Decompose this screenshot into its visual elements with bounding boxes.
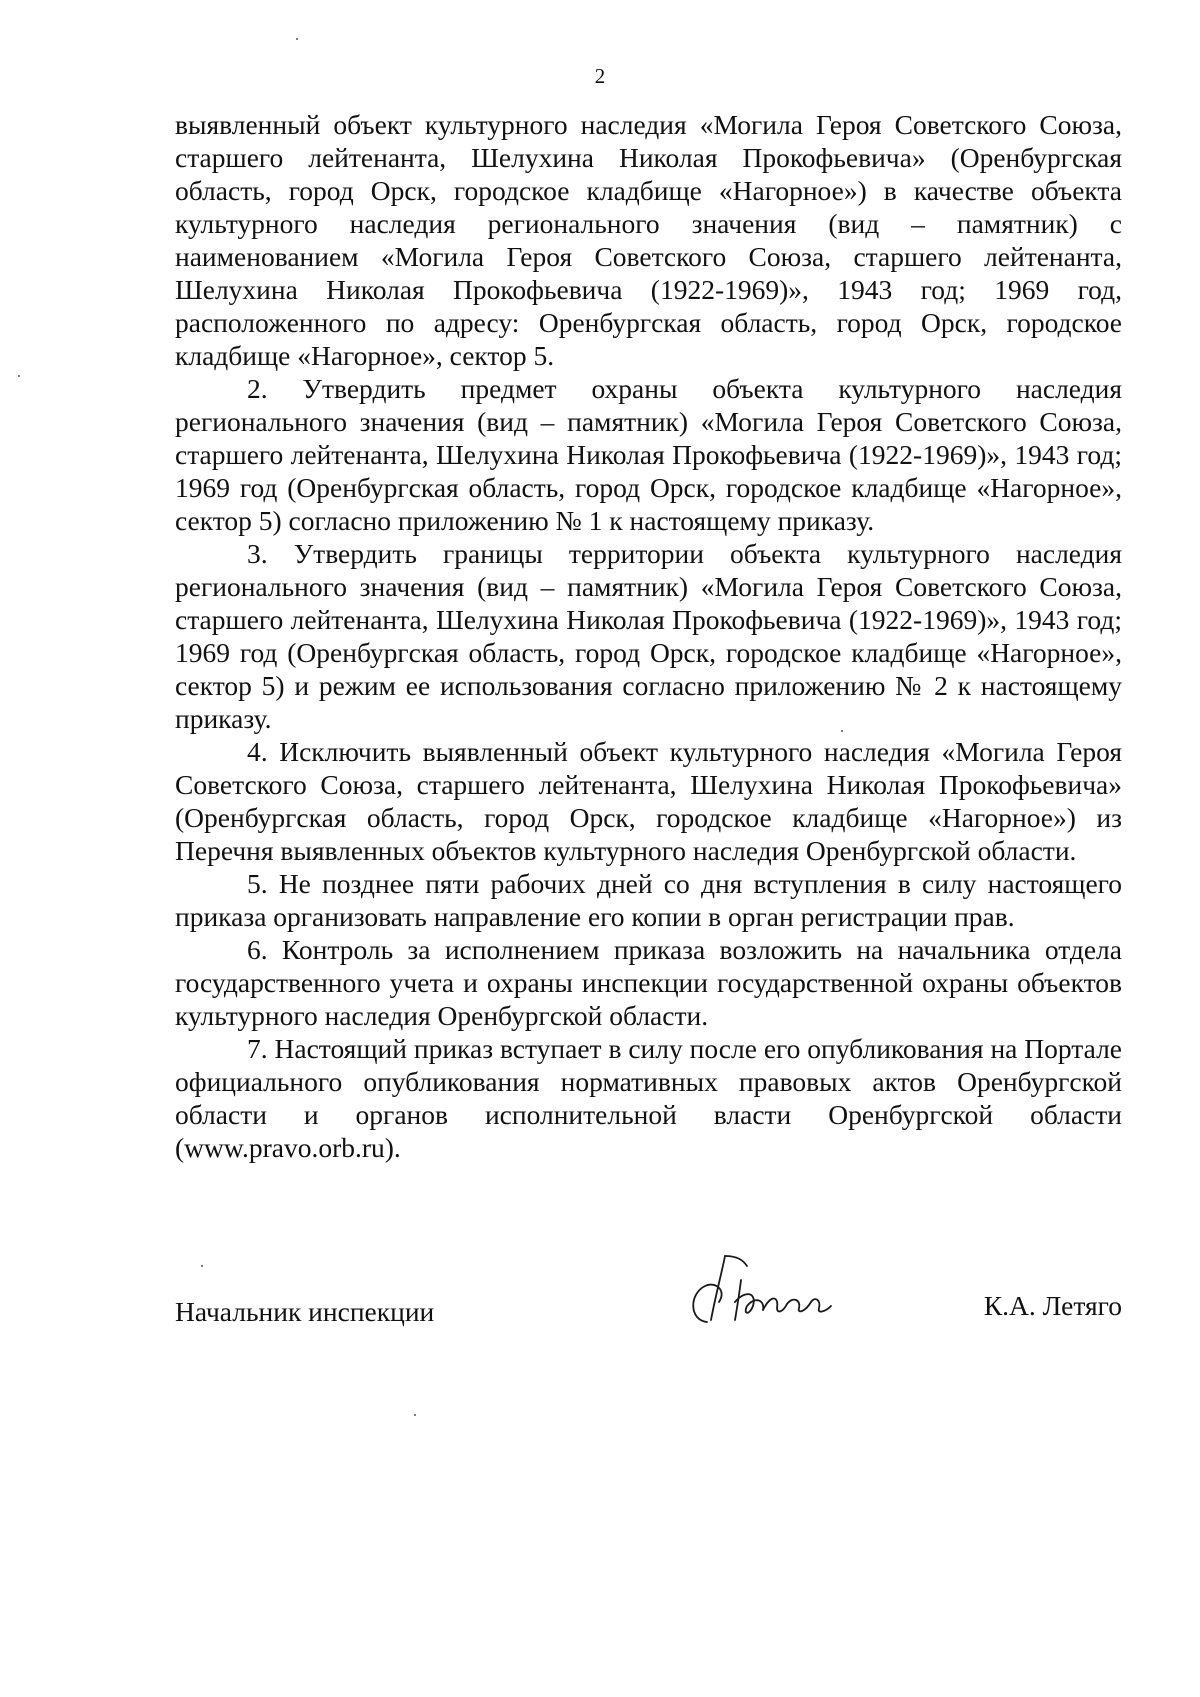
paragraph-item-6: 6. Контроль за исполнением приказа возложить на начальника отдела государственного учета и охраны инспекции государственной охраны объектов культурного наследия Оренбургской области.: [175, 934, 1122, 1031]
signatory-name: К.А. Летяго: [983, 1290, 1122, 1321]
handwritten-signature: [685, 1250, 855, 1337]
scan-speck: [841, 730, 843, 732]
scan-speck: [414, 1414, 416, 1416]
paragraph-continuation: выявленный объект культурного наследия «Могила Героя Советского Союза, старшего лейтенанта, Шелухина Николая Прокофьевича» (Оренбургская область, город Орск, городское кладбище «Нагорное») в качестве объекта культурного наследия регионального значения (вид – памятник) с наименованием «Могила Героя Советского Союза, старшего лейтенанта, Шелухина Николая Прокофьевича (1922-1969)», 1943 год; 1969 год, расположенного по адресу: Оренбургская область, город Орск, городское кладбище «Нагорное», сектор 5.: [175, 109, 1122, 371]
paragraph-item-7: 7. Настоящий приказ вступает в силу после его опубликования на Портале официального опубликования нормативных правовых актов Оренбургской области и органов исполнительной власти Оренбургской области (www.pravo.orb.ru).: [175, 1033, 1122, 1163]
document-body: [175, 108, 1122, 1164]
scan-speck: [296, 38, 298, 40]
scan-speck: [18, 375, 20, 377]
paragraph-item-3: 3. Утвердить границы территории объекта культурного наследия регионального значения (вид – памятник) «Могила Героя Советского Союза, старшего лейтенанта, Шелухина Николая Прокофьевича (1922-1969)», 1943 год; 1969 год (Оренбургская область, город Орск, городское кладбище «Нагорное», сектор 5) и режим ее использования согласно приложению № 2 к настоящему приказу.: [175, 538, 1122, 734]
paragraph-item-4: 4. Исключить выявленный объект культурного наследия «Могила Героя Советского Союза, старшего лейтенанта, Шелухина Николая Прокофьевича» (Оренбургская область, город Орск, городское кладбище «Нагорное») из Перечня выявленных объектов культурного наследия Оренбургской области.: [175, 736, 1122, 866]
paragraph-item-5: 5. Не позднее пяти рабочих дней со дня вступления в силу настоящего приказа организовать направление его копии в орган регистрации прав.: [175, 868, 1122, 932]
page-number: 2: [594, 64, 606, 88]
signature-block: [175, 1250, 1122, 1340]
paragraph-item-2: 2. Утвердить предмет охраны объекта культурного наследия регионального значения (вид – памятник) «Могила Героя Советского Союза, старшего лейтенанта, Шелухина Николая Прокофьевича (1922-1969)», 1943 год; 1969 год (Оренбургская область, город Орск, городское кладбище «Нагорное», сектор 5) согласно приложению № 1 к настоящему приказу.: [175, 373, 1122, 536]
scan-speck: [201, 1265, 203, 1267]
signatory-position: Начальник инспекции: [175, 1296, 435, 1327]
